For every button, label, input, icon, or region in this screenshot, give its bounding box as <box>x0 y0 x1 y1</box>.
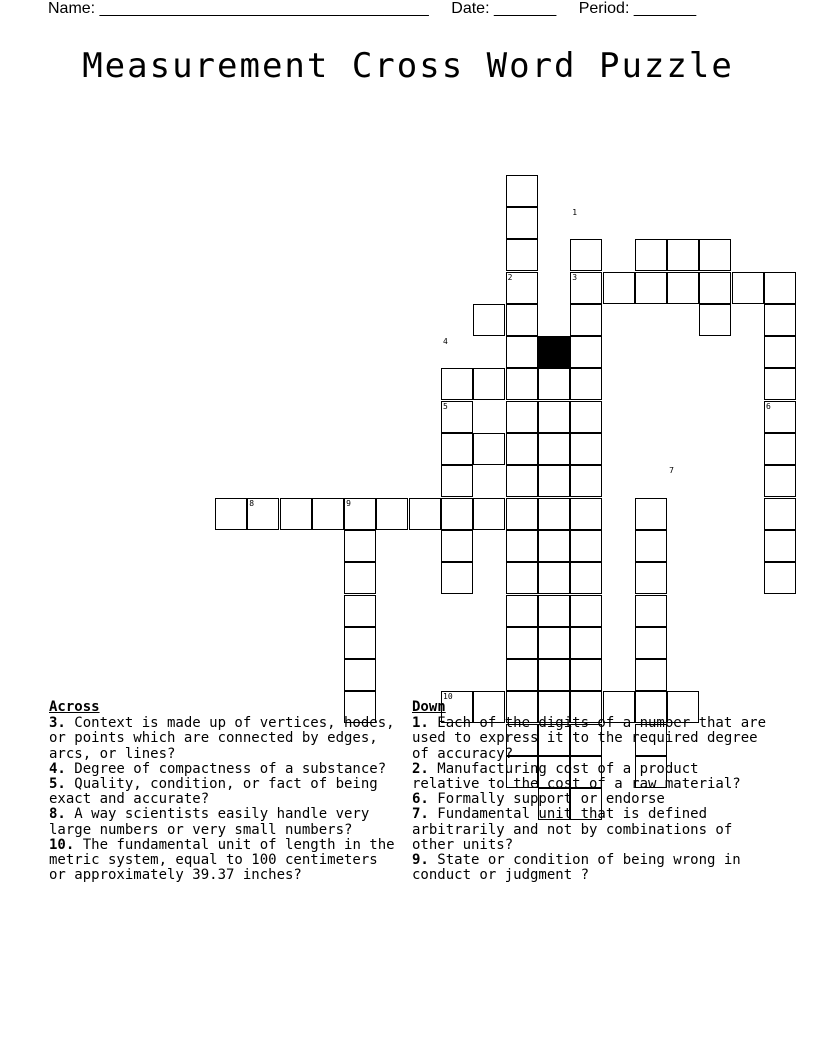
crossword-cell[interactable] <box>506 530 538 562</box>
clue-item <box>49 807 401 837</box>
clue-number-label: 2 <box>507 272 513 282</box>
clue-item <box>49 777 401 807</box>
crossword-cell[interactable] <box>603 272 635 304</box>
crossword-cell[interactable] <box>344 562 376 594</box>
clue-text: State or condition of being wrong in conduct or judgment ? <box>412 852 741 884</box>
crossword-cell[interactable] <box>280 498 312 530</box>
crossword-cell[interactable] <box>570 304 602 336</box>
crossword-cell[interactable] <box>764 272 796 304</box>
crossword-cell[interactable] <box>506 595 538 627</box>
crossword-cell[interactable] <box>506 304 538 336</box>
crossword-cell[interactable] <box>635 498 667 530</box>
crossword-cell[interactable] <box>441 465 473 497</box>
crossword-cell[interactable] <box>506 368 538 400</box>
crossword-cell[interactable] <box>635 530 667 562</box>
crossword-cell[interactable] <box>344 595 376 627</box>
clue-text: Quality, condition, or fact of being exact and accurate? <box>49 776 378 808</box>
crossword-cell[interactable] <box>473 304 505 336</box>
clue-number-label: 6 <box>766 401 771 411</box>
down-clues <box>412 700 772 883</box>
crossword-cell[interactable] <box>764 530 796 562</box>
crossword-cell[interactable] <box>570 530 602 562</box>
clue-number: 1. <box>412 715 429 732</box>
crossword-cell[interactable] <box>344 530 376 562</box>
crossword-cell[interactable] <box>538 659 570 691</box>
crossword-cell[interactable] <box>473 498 505 530</box>
crossword-cell[interactable] <box>441 433 473 465</box>
crossword-cell[interactable] <box>506 175 538 207</box>
clue-number-label: 7 <box>669 466 674 476</box>
clue-text: Context is made up of vertices, hodes, or points which are connected by edges, arcs, or lines? <box>49 715 395 762</box>
clue-number: 7. <box>412 806 429 823</box>
across-heading: Across <box>49 699 100 715</box>
crossword-cell[interactable] <box>764 304 796 336</box>
crossword-cell[interactable] <box>732 272 764 304</box>
clue-item <box>412 716 772 762</box>
clue-number-label: 5 <box>443 401 448 411</box>
crossword-cell[interactable] <box>570 562 602 594</box>
crossword-cell[interactable] <box>441 368 473 400</box>
clue-text: Degree of compactness of a substance? <box>65 760 387 777</box>
crossword-cell[interactable] <box>570 659 602 691</box>
crossword-cell[interactable] <box>506 659 538 691</box>
period-field-label[interactable]: Period: _______ <box>578 0 697 17</box>
crossword-cell[interactable] <box>506 627 538 659</box>
crossword-cell[interactable] <box>570 595 602 627</box>
crossword-cell[interactable] <box>506 336 538 368</box>
crossword-cell[interactable] <box>538 562 570 594</box>
crossword-cell[interactable] <box>538 530 570 562</box>
crossword-cell[interactable] <box>506 465 538 497</box>
crossword-cell[interactable] <box>764 465 796 497</box>
clue-number: 2. <box>412 760 429 777</box>
crossword-cell[interactable] <box>215 498 247 530</box>
crossword-cell[interactable] <box>538 401 570 433</box>
crossword-cell[interactable] <box>764 368 796 400</box>
crossword-cell[interactable] <box>635 659 667 691</box>
clue-number: 3. <box>49 715 66 732</box>
clue-number: 10. <box>49 836 75 853</box>
clue-number-label: 9 <box>346 498 351 508</box>
clue-text: A way scientists easily handle very large numbers or very small numbers? <box>49 806 370 838</box>
clue-text: Fundamental unit that is defined arbitrarily and not by combinations of other units? <box>412 806 733 853</box>
page-title: Measurement Cross Word Puzzle <box>82 46 734 86</box>
crossword-cell[interactable] <box>538 498 570 530</box>
clue-number: 4. <box>49 760 66 777</box>
crossword-cell[interactable] <box>538 433 570 465</box>
clue-number: 9. <box>412 852 429 869</box>
crossword-cell[interactable] <box>635 627 667 659</box>
crossword-cell[interactable] <box>506 562 538 594</box>
clue-text: Each of the digits of a number that are used to express it to the required degree of accuracy? <box>412 715 767 762</box>
crossword-cell[interactable] <box>570 433 602 465</box>
clue-number-label: 8 <box>249 498 255 508</box>
crossword-cell[interactable] <box>441 562 473 594</box>
crossword-cell[interactable] <box>473 433 505 465</box>
crossword-cell[interactable] <box>635 595 667 627</box>
crossword-cell[interactable] <box>764 433 796 465</box>
crossword-cell[interactable] <box>570 401 602 433</box>
clue-item <box>49 716 401 762</box>
crossword-cell[interactable] <box>699 304 731 336</box>
crossword-cell[interactable] <box>570 336 602 368</box>
clue-item <box>412 762 772 792</box>
clue-item <box>49 838 401 884</box>
crossword-cell[interactable] <box>344 659 376 691</box>
clue-number: 6. <box>412 791 429 808</box>
crossword-cell[interactable] <box>538 595 570 627</box>
across-clues <box>49 700 401 883</box>
clue-text: Formally support or endorse <box>428 791 665 808</box>
crossword-cell[interactable] <box>312 498 344 530</box>
clue-item <box>412 807 772 853</box>
name-field-label[interactable]: Name: _____________________________________ <box>48 0 429 17</box>
crossword-cell[interactable] <box>344 627 376 659</box>
clue-number: 8. <box>49 806 66 823</box>
clue-number-label: 3 <box>572 272 578 282</box>
crossword-cell[interactable] <box>506 207 538 239</box>
crossword-cell[interactable] <box>570 368 602 400</box>
crossword-cell[interactable] <box>570 239 602 271</box>
crossword-cell[interactable] <box>667 272 699 304</box>
crossword-cell[interactable] <box>473 368 505 400</box>
crossword-cell[interactable] <box>441 530 473 562</box>
crossword-cell[interactable] <box>764 336 796 368</box>
crossword-cell[interactable] <box>699 272 731 304</box>
crossword-cell[interactable] <box>635 239 667 271</box>
blocked-cell <box>538 336 570 368</box>
clue-number-label: 1 <box>572 207 578 217</box>
crossword-cell[interactable] <box>764 498 796 530</box>
crossword-cell[interactable] <box>570 465 602 497</box>
date-field-label[interactable]: Date: _______ <box>451 0 557 17</box>
crossword-cell[interactable] <box>506 401 538 433</box>
clue-number: 5. <box>49 776 66 793</box>
crossword-cell[interactable] <box>764 562 796 594</box>
clue-text: The fundamental unit of length in the metric system, equal to 100 centimeters or approximately 39.37 inches? <box>49 836 395 884</box>
crossword-cell[interactable] <box>538 465 570 497</box>
down-heading: Down <box>412 699 446 715</box>
crossword-cell[interactable] <box>506 239 538 271</box>
crossword-cell[interactable] <box>699 239 731 271</box>
across-clue-list <box>49 716 401 883</box>
crossword-cell[interactable] <box>635 272 667 304</box>
clue-number-label: 10 <box>443 692 453 702</box>
crossword-cell[interactable] <box>570 627 602 659</box>
crossword-cell[interactable] <box>570 498 602 530</box>
crossword-cell[interactable] <box>506 433 538 465</box>
crossword-cell[interactable] <box>409 498 441 530</box>
crossword-cell[interactable] <box>538 627 570 659</box>
crossword-cell[interactable] <box>538 368 570 400</box>
crossword-cell[interactable] <box>441 498 473 530</box>
clue-item <box>412 853 772 883</box>
crossword-cell[interactable] <box>667 239 699 271</box>
down-clue-list <box>412 716 772 883</box>
crossword-cell[interactable] <box>635 562 667 594</box>
clue-item <box>49 762 401 777</box>
clue-item <box>412 792 772 807</box>
clue-text: Manufacturing cost of a product relative to the cost of a raw material? <box>412 760 741 793</box>
crossword-cell[interactable] <box>506 498 538 530</box>
clue-number-label: 4 <box>443 337 448 347</box>
crossword-cell[interactable] <box>376 498 408 530</box>
